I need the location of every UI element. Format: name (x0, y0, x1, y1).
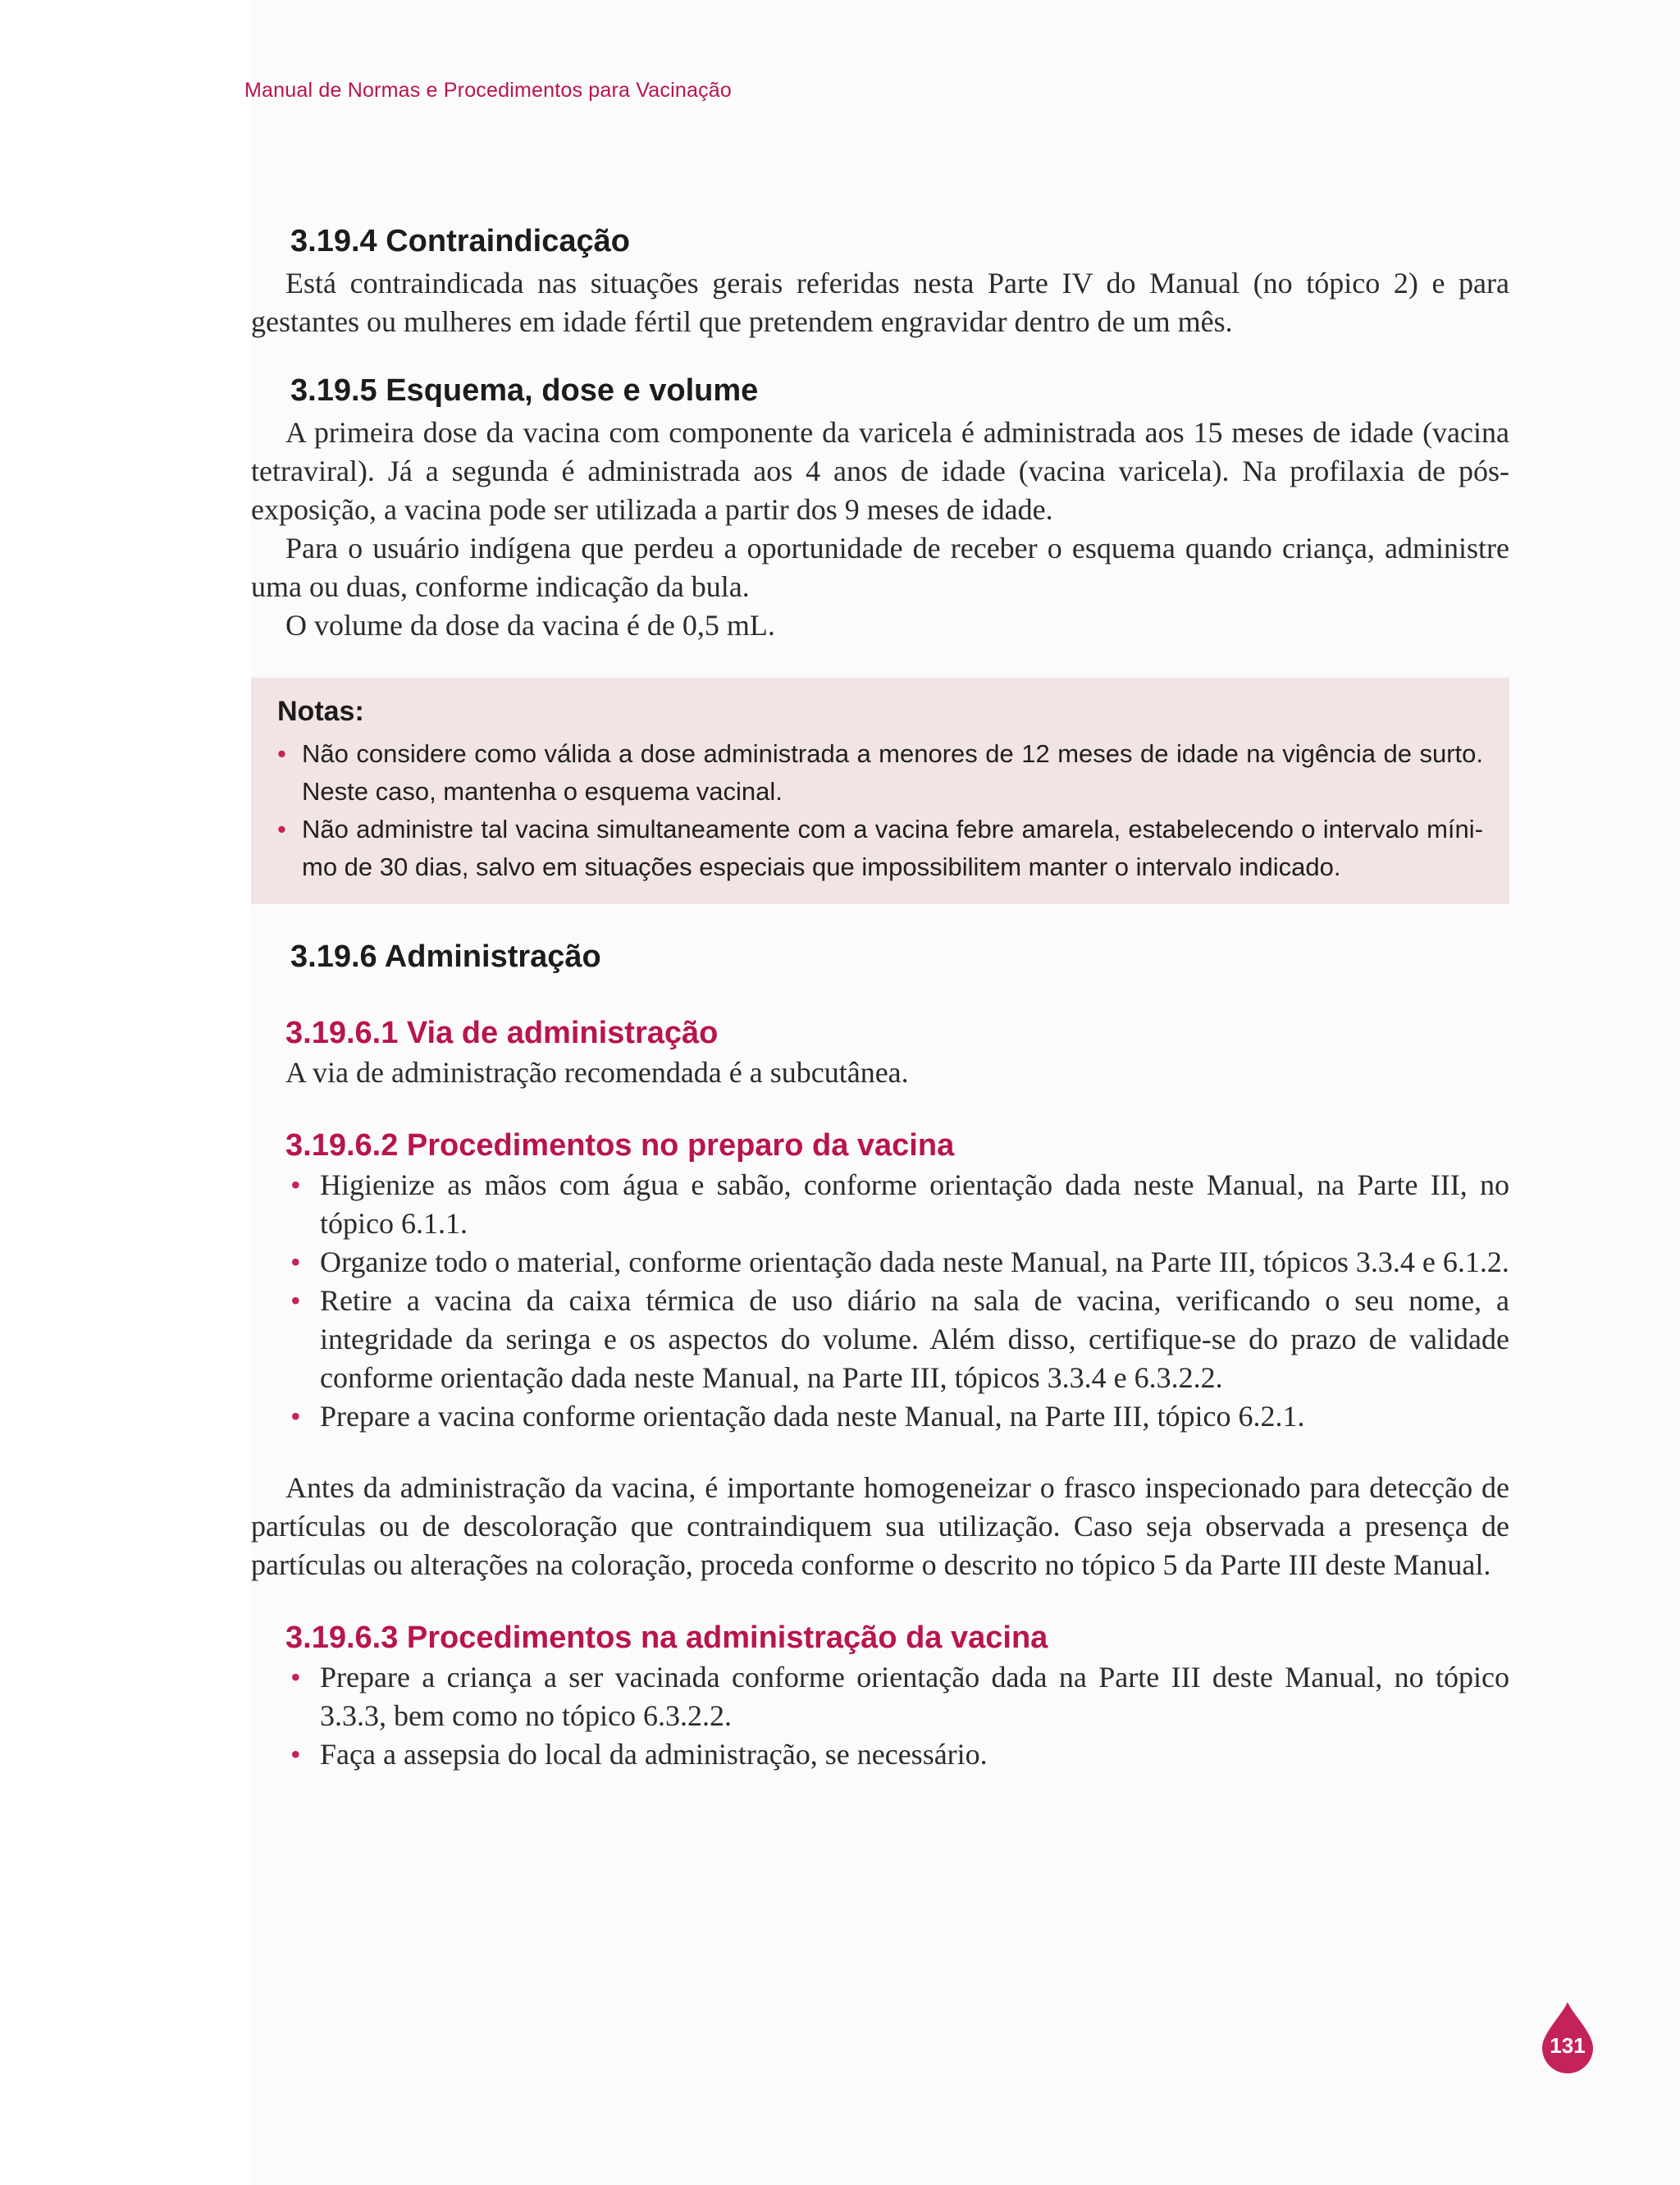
bullet-icon: • (290, 1168, 301, 1201)
heading-esquema: 3.19.5 Esquema, dose e volume (290, 373, 759, 408)
list-item (290, 1735, 1509, 1774)
list-item-text: Prepare a criança a ser vacinada conforme orientação dada na Parte III deste Manual, no tópico 3.3.3, bem como no tópico 6.3.2.2. (320, 1661, 1509, 1732)
bullet-icon: • (290, 1661, 301, 1694)
note-text: Não administre tal vacina simultaneamente com a vacina febre amarela, estabelecendo o intervalo míni-mo de 30 dias, salvo em situações especiais que impossibilitem manter o intervalo indicado. (302, 815, 1483, 881)
paragraph-esquema-3: O volume da dose da vacina é de 0,5 mL. (285, 609, 775, 642)
note-text: Não considere como válida a dose administrada a menores de 12 meses de idade na vigência de surto. Neste caso, mantenha o esquema vacinal. (302, 739, 1483, 806)
list-procedimentos (251, 1658, 1509, 1774)
heading-via: 3.19.6.1 Via de administração (285, 1016, 719, 1050)
notes-title: Notas: (277, 696, 364, 727)
running-header: Manual de Normas e Procedimentos para Vacinação (244, 79, 732, 102)
paragraph-contraindicacao: Está contraindicada nas situações gerais referidas nesta Parte IV do Manual (no tópico 2) e para gestantes ou mulheres em idade fértil que pretendem engravidar dentro de um mês. (251, 267, 1509, 338)
page-margin (0, 0, 251, 2185)
paragraph-via: A via de administração recomendada é a subcutânea. (285, 1056, 909, 1089)
page-number: 131 (1550, 2033, 1586, 2058)
bullet-icon: • (290, 1738, 301, 1771)
heading-administracao: 3.19.6 Administração (290, 939, 601, 974)
list-item-text: Retire a vacina da caixa térmica de uso diário na sala de vacina, verificando o seu nome, a integridade da seringa e os aspectos do volume. Além disso, certifique-se do prazo de validade conforme orientação dada neste Manual, na Parte III, tópicos 3.3.4 e 6.3.2.2. (320, 1284, 1509, 1394)
list-item (290, 1282, 1509, 1397)
heading-procedimentos: 3.19.6.3 Procedimentos na administração da vacina (285, 1620, 1048, 1655)
page-content (251, 220, 1509, 1774)
paragraph-esquema-2: Para o usuário indígena que perdeu a oportunidade de receber o esquema quando criança, administre uma ou duas, conforme indicação da bula. (251, 532, 1509, 603)
heading-contraindicacao: 3.19.4 Contraindicação (290, 224, 630, 258)
note-item (277, 735, 1483, 811)
heading-preparo: 3.19.6.2 Procedimentos no preparo da vacina (285, 1128, 955, 1163)
page-number-badge (1541, 2000, 1595, 2074)
list-item-text: Prepare a vacina conforme orientação dada neste Manual, na Parte III, tópico 6.2.1. (320, 1400, 1305, 1433)
list-item-text: Faça a assepsia do local da administração, se necessário. (320, 1738, 988, 1771)
bullet-icon: • (290, 1284, 301, 1317)
list-item (290, 1243, 1509, 1282)
list-item (290, 1166, 1509, 1243)
bullet-icon: • (277, 815, 286, 843)
list-item (290, 1397, 1509, 1436)
list-preparo (251, 1166, 1509, 1436)
paragraph-esquema-1: A primeira dose da vacina com componente da varicela é administrada aos 15 meses de idade (vacina tetraviral). Já a segunda é administrada aos 4 anos de idade (vacina varicela). Na profilaxia de pós-exposição, a vacina pode ser utilizada a partir dos 9 meses de idade. (251, 416, 1509, 526)
note-item (277, 811, 1483, 886)
list-item-text: Higienize as mãos com água e sabão, conforme orientação dada neste Manual, na Parte III, no tópico 6.1.1. (320, 1168, 1509, 1240)
notes-box (251, 678, 1509, 904)
bullet-icon: • (277, 739, 286, 768)
bullet-icon: • (290, 1400, 301, 1433)
bullet-icon: • (290, 1246, 301, 1278)
list-item-text: Organize todo o material, conforme orientação dada neste Manual, na Parte III, tópicos 3.3.4 e 6.1.2. (320, 1246, 1509, 1278)
list-item (290, 1658, 1509, 1735)
paragraph-homogeneizar: Antes da administração da vacina, é importante homogeneizar o frasco inspecionado para detecção de partículas ou de descoloração que contraindiquem sua utilização. Caso seja observada a presença de partículas ou alterações na coloração, proceda conforme o descrito no tópico 5 da Parte III deste Manual. (251, 1471, 1509, 1581)
